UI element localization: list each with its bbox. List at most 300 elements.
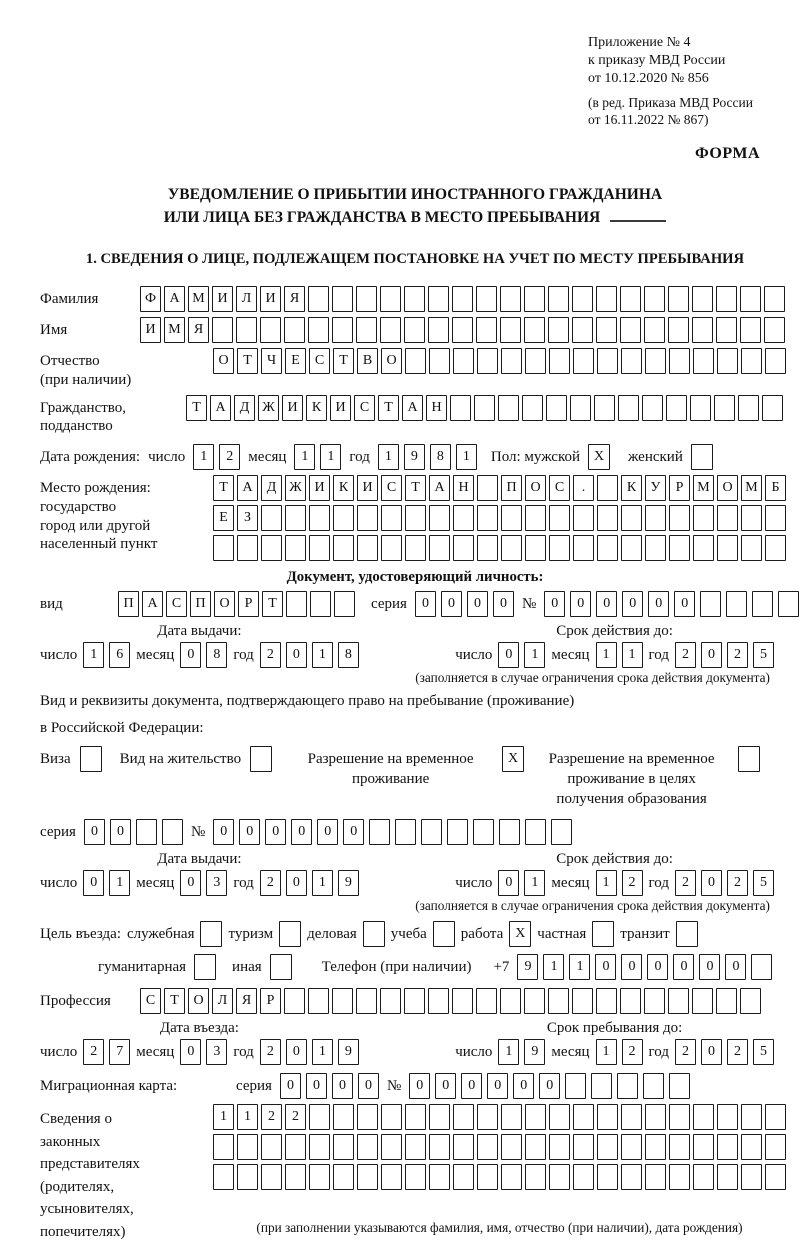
char-cell[interactable]: И (309, 475, 330, 501)
char-cell[interactable] (356, 286, 377, 312)
char-cell[interactable] (429, 348, 450, 374)
char-cell[interactable] (474, 395, 495, 421)
char-cell[interactable]: 1 (378, 444, 399, 470)
char-cell[interactable] (668, 317, 689, 343)
char-cell[interactable] (572, 317, 593, 343)
char-cell[interactable] (717, 1134, 738, 1160)
char-cell[interactable] (643, 1073, 664, 1099)
char-cell[interactable] (716, 988, 737, 1014)
char-cell[interactable]: 1 (312, 870, 333, 896)
char-cell[interactable] (333, 1164, 354, 1190)
char-cell[interactable]: Т (262, 591, 283, 617)
char-cell[interactable] (260, 317, 281, 343)
char-cell[interactable]: 1 (524, 870, 545, 896)
char-cell[interactable] (381, 1104, 402, 1130)
char-cell[interactable] (500, 988, 521, 1014)
char-cell[interactable]: 8 (206, 642, 227, 668)
char-cell[interactable]: 0 (622, 591, 643, 617)
char-cell[interactable] (693, 535, 714, 561)
char-cell[interactable]: 0 (332, 1073, 353, 1099)
char-cell[interactable] (369, 819, 390, 845)
char-cell[interactable]: 0 (83, 870, 104, 896)
char-cell[interactable] (676, 921, 698, 947)
char-cell[interactable]: С (354, 395, 375, 421)
char-cell[interactable] (669, 1164, 690, 1190)
char-cell[interactable]: 9 (338, 1039, 359, 1065)
char-cell[interactable] (764, 317, 785, 343)
char-cell[interactable]: А (237, 475, 258, 501)
char-cell[interactable] (549, 505, 570, 531)
char-cell[interactable] (644, 988, 665, 1014)
char-cell[interactable]: 0 (596, 591, 617, 617)
char-cell[interactable] (525, 1164, 546, 1190)
char-cell[interactable] (357, 1164, 378, 1190)
char-cell[interactable] (621, 348, 642, 374)
char-cell[interactable] (477, 475, 498, 501)
char-cell[interactable] (429, 535, 450, 561)
char-cell[interactable] (778, 591, 799, 617)
char-cell[interactable] (620, 317, 641, 343)
char-cell[interactable] (693, 348, 714, 374)
char-cell[interactable] (621, 1104, 642, 1130)
char-cell[interactable] (284, 317, 305, 343)
char-cell[interactable] (357, 1104, 378, 1130)
char-cell[interactable] (404, 286, 425, 312)
char-cell[interactable] (693, 1134, 714, 1160)
char-cell[interactable]: 3 (206, 870, 227, 896)
char-cell[interactable] (596, 317, 617, 343)
char-cell[interactable] (548, 988, 569, 1014)
char-cell[interactable] (381, 535, 402, 561)
char-cell[interactable]: X (502, 746, 524, 772)
char-cell[interactable] (573, 348, 594, 374)
char-cell[interactable]: И (330, 395, 351, 421)
char-cell[interactable] (395, 819, 416, 845)
char-cell[interactable] (621, 505, 642, 531)
char-cell[interactable] (333, 505, 354, 531)
char-cell[interactable] (645, 1134, 666, 1160)
char-cell[interactable] (213, 1164, 234, 1190)
char-cell[interactable] (765, 505, 786, 531)
char-cell[interactable] (741, 1134, 762, 1160)
char-cell[interactable] (405, 505, 426, 531)
char-cell[interactable]: Я (284, 286, 305, 312)
char-cell[interactable]: Л (236, 286, 257, 312)
char-cell[interactable]: Т (186, 395, 207, 421)
char-cell[interactable]: 0 (647, 954, 668, 980)
char-cell[interactable]: 1 (456, 444, 477, 470)
char-cell[interactable] (162, 819, 183, 845)
char-cell[interactable]: Н (426, 395, 447, 421)
char-cell[interactable] (741, 1104, 762, 1130)
char-cell[interactable] (691, 444, 713, 470)
char-cell[interactable] (332, 317, 353, 343)
char-cell[interactable]: 6 (109, 642, 130, 668)
char-cell[interactable]: 0 (280, 1073, 301, 1099)
char-cell[interactable]: П (501, 475, 522, 501)
char-cell[interactable]: 2 (260, 1039, 281, 1065)
char-cell[interactable]: 0 (467, 591, 488, 617)
char-cell[interactable] (700, 591, 721, 617)
char-cell[interactable]: 0 (513, 1073, 534, 1099)
char-cell[interactable]: 0 (701, 642, 722, 668)
char-cell[interactable] (450, 395, 471, 421)
char-cell[interactable]: 1 (83, 642, 104, 668)
char-cell[interactable] (752, 591, 773, 617)
char-cell[interactable] (596, 988, 617, 1014)
char-cell[interactable] (309, 1134, 330, 1160)
char-cell[interactable] (565, 1073, 586, 1099)
char-cell[interactable] (501, 535, 522, 561)
char-cell[interactable]: Т (164, 988, 185, 1014)
char-cell[interactable] (500, 286, 521, 312)
char-cell[interactable]: К (306, 395, 327, 421)
char-cell[interactable]: Ж (285, 475, 306, 501)
char-cell[interactable] (237, 1164, 258, 1190)
char-cell[interactable] (477, 1104, 498, 1130)
char-cell[interactable]: 0 (343, 819, 364, 845)
char-cell[interactable]: М (693, 475, 714, 501)
char-cell[interactable] (333, 1104, 354, 1130)
char-cell[interactable]: 5 (753, 642, 774, 668)
char-cell[interactable] (476, 988, 497, 1014)
char-cell[interactable] (447, 819, 468, 845)
char-cell[interactable]: Д (261, 475, 282, 501)
char-cell[interactable] (597, 505, 618, 531)
char-cell[interactable]: А (429, 475, 450, 501)
char-cell[interactable] (591, 1073, 612, 1099)
char-cell[interactable] (621, 1134, 642, 1160)
char-cell[interactable] (428, 988, 449, 1014)
char-cell[interactable] (597, 475, 618, 501)
char-cell[interactable] (279, 921, 301, 947)
char-cell[interactable]: А (142, 591, 163, 617)
char-cell[interactable] (356, 317, 377, 343)
char-cell[interactable] (642, 395, 663, 421)
char-cell[interactable] (270, 954, 292, 980)
char-cell[interactable]: 2 (727, 642, 748, 668)
char-cell[interactable] (525, 348, 546, 374)
char-cell[interactable] (477, 1134, 498, 1160)
char-cell[interactable] (717, 348, 738, 374)
char-cell[interactable]: 0 (673, 954, 694, 980)
char-cell[interactable]: О (213, 348, 234, 374)
char-cell[interactable]: 9 (338, 870, 359, 896)
char-cell[interactable] (310, 591, 331, 617)
char-cell[interactable]: Д (234, 395, 255, 421)
char-cell[interactable] (714, 395, 735, 421)
char-cell[interactable] (237, 535, 258, 561)
char-cell[interactable]: Р (238, 591, 259, 617)
char-cell[interactable]: 1 (294, 444, 315, 470)
char-cell[interactable]: М (164, 317, 185, 343)
char-cell[interactable]: З (237, 505, 258, 531)
char-cell[interactable]: 0 (265, 819, 286, 845)
char-cell[interactable] (453, 1134, 474, 1160)
char-cell[interactable] (549, 1134, 570, 1160)
char-cell[interactable]: Т (333, 348, 354, 374)
char-cell[interactable]: Е (285, 348, 306, 374)
char-cell[interactable] (751, 954, 772, 980)
char-cell[interactable]: И (357, 475, 378, 501)
char-cell[interactable] (765, 1104, 786, 1130)
char-cell[interactable]: 2 (260, 870, 281, 896)
char-cell[interactable] (381, 1134, 402, 1160)
char-cell[interactable] (717, 1104, 738, 1130)
char-cell[interactable] (332, 988, 353, 1014)
char-cell[interactable]: С (381, 475, 402, 501)
char-cell[interactable] (621, 535, 642, 561)
char-cell[interactable] (363, 921, 385, 947)
char-cell[interactable]: 0 (180, 1039, 201, 1065)
char-cell[interactable]: 0 (409, 1073, 430, 1099)
char-cell[interactable] (666, 395, 687, 421)
char-cell[interactable]: 1 (569, 954, 590, 980)
char-cell[interactable]: . (573, 475, 594, 501)
char-cell[interactable] (644, 317, 665, 343)
char-cell[interactable] (285, 1134, 306, 1160)
char-cell[interactable] (620, 988, 641, 1014)
char-cell[interactable] (404, 317, 425, 343)
char-cell[interactable]: 0 (544, 591, 565, 617)
char-cell[interactable]: 8 (338, 642, 359, 668)
char-cell[interactable] (592, 921, 614, 947)
char-cell[interactable]: 0 (699, 954, 720, 980)
char-cell[interactable] (596, 286, 617, 312)
char-cell[interactable] (404, 988, 425, 1014)
char-cell[interactable] (669, 1104, 690, 1130)
char-cell[interactable] (525, 1104, 546, 1130)
char-cell[interactable]: 0 (701, 1039, 722, 1065)
char-cell[interactable] (429, 505, 450, 531)
char-cell[interactable] (309, 535, 330, 561)
char-cell[interactable]: 0 (621, 954, 642, 980)
char-cell[interactable]: X (588, 444, 610, 470)
char-cell[interactable] (765, 535, 786, 561)
char-cell[interactable]: 2 (219, 444, 240, 470)
char-cell[interactable] (570, 395, 591, 421)
char-cell[interactable]: Е (213, 505, 234, 531)
char-cell[interactable] (522, 395, 543, 421)
char-cell[interactable] (525, 1134, 546, 1160)
char-cell[interactable] (716, 286, 737, 312)
char-cell[interactable] (473, 819, 494, 845)
char-cell[interactable] (453, 1164, 474, 1190)
char-cell[interactable] (285, 505, 306, 531)
char-cell[interactable]: 0 (286, 1039, 307, 1065)
char-cell[interactable]: 1 (193, 444, 214, 470)
char-cell[interactable]: 0 (498, 642, 519, 668)
char-cell[interactable]: М (188, 286, 209, 312)
char-cell[interactable] (645, 505, 666, 531)
char-cell[interactable]: К (333, 475, 354, 501)
char-cell[interactable]: 1 (237, 1104, 258, 1130)
char-cell[interactable] (551, 819, 572, 845)
char-cell[interactable] (524, 317, 545, 343)
char-cell[interactable] (645, 1104, 666, 1130)
char-cell[interactable] (236, 317, 257, 343)
char-cell[interactable] (668, 988, 689, 1014)
char-cell[interactable]: 1 (320, 444, 341, 470)
char-cell[interactable] (452, 317, 473, 343)
char-cell[interactable]: 0 (487, 1073, 508, 1099)
char-cell[interactable] (549, 1164, 570, 1190)
char-cell[interactable] (405, 535, 426, 561)
char-cell[interactable] (573, 535, 594, 561)
char-cell[interactable] (765, 348, 786, 374)
char-cell[interactable] (549, 535, 570, 561)
char-cell[interactable]: 1 (498, 1039, 519, 1065)
char-cell[interactable] (668, 286, 689, 312)
char-cell[interactable] (333, 1134, 354, 1160)
char-cell[interactable]: 0 (110, 819, 131, 845)
char-cell[interactable]: О (381, 348, 402, 374)
char-cell[interactable] (597, 1134, 618, 1160)
char-cell[interactable] (80, 746, 102, 772)
char-cell[interactable]: Т (237, 348, 258, 374)
char-cell[interactable]: 0 (306, 1073, 327, 1099)
char-cell[interactable] (693, 1164, 714, 1190)
char-cell[interactable] (453, 1104, 474, 1130)
char-cell[interactable] (332, 286, 353, 312)
char-cell[interactable]: С (309, 348, 330, 374)
char-cell[interactable]: П (118, 591, 139, 617)
char-cell[interactable]: А (164, 286, 185, 312)
char-cell[interactable] (237, 1134, 258, 1160)
char-cell[interactable] (477, 535, 498, 561)
char-cell[interactable]: 1 (312, 642, 333, 668)
char-cell[interactable] (741, 348, 762, 374)
char-cell[interactable] (645, 535, 666, 561)
char-cell[interactable]: Т (378, 395, 399, 421)
char-cell[interactable] (476, 317, 497, 343)
char-cell[interactable]: К (621, 475, 642, 501)
char-cell[interactable] (357, 505, 378, 531)
char-cell[interactable]: 0 (317, 819, 338, 845)
char-cell[interactable] (452, 988, 473, 1014)
char-cell[interactable]: 0 (180, 642, 201, 668)
char-cell[interactable] (717, 535, 738, 561)
char-cell[interactable] (524, 286, 545, 312)
char-cell[interactable]: Т (213, 475, 234, 501)
char-cell[interactable] (572, 988, 593, 1014)
char-cell[interactable] (501, 505, 522, 531)
char-cell[interactable] (261, 1134, 282, 1160)
char-cell[interactable] (284, 988, 305, 1014)
char-cell[interactable]: 0 (674, 591, 695, 617)
char-cell[interactable] (740, 988, 761, 1014)
char-cell[interactable]: С (140, 988, 161, 1014)
char-cell[interactable]: 3 (206, 1039, 227, 1065)
char-cell[interactable] (405, 1164, 426, 1190)
char-cell[interactable] (693, 1104, 714, 1130)
char-cell[interactable]: С (549, 475, 570, 501)
char-cell[interactable] (261, 535, 282, 561)
char-cell[interactable] (261, 1164, 282, 1190)
char-cell[interactable]: 2 (675, 870, 696, 896)
char-cell[interactable] (429, 1104, 450, 1130)
char-cell[interactable]: 1 (109, 870, 130, 896)
char-cell[interactable] (381, 1164, 402, 1190)
char-cell[interactable] (573, 1134, 594, 1160)
char-cell[interactable] (500, 317, 521, 343)
char-cell[interactable] (429, 1164, 450, 1190)
char-cell[interactable] (618, 395, 639, 421)
char-cell[interactable]: У (645, 475, 666, 501)
char-cell[interactable] (333, 535, 354, 561)
char-cell[interactable] (690, 395, 711, 421)
char-cell[interactable] (308, 988, 329, 1014)
char-cell[interactable] (524, 988, 545, 1014)
char-cell[interactable] (692, 988, 713, 1014)
char-cell[interactable]: И (212, 286, 233, 312)
char-cell[interactable] (452, 286, 473, 312)
char-cell[interactable] (548, 286, 569, 312)
char-cell[interactable] (453, 348, 474, 374)
char-cell[interactable] (741, 1164, 762, 1190)
char-cell[interactable] (477, 1164, 498, 1190)
char-cell[interactable]: А (210, 395, 231, 421)
char-cell[interactable] (669, 348, 690, 374)
char-cell[interactable] (285, 535, 306, 561)
char-cell[interactable] (740, 317, 761, 343)
char-cell[interactable] (334, 591, 355, 617)
char-cell[interactable] (669, 535, 690, 561)
char-cell[interactable] (726, 591, 747, 617)
char-cell[interactable]: 2 (260, 642, 281, 668)
char-cell[interactable] (213, 1134, 234, 1160)
char-cell[interactable] (357, 535, 378, 561)
char-cell[interactable] (428, 317, 449, 343)
char-cell[interactable] (716, 317, 737, 343)
char-cell[interactable] (741, 505, 762, 531)
char-cell[interactable]: 0 (435, 1073, 456, 1099)
char-cell[interactable]: В (357, 348, 378, 374)
char-cell[interactable]: И (140, 317, 161, 343)
char-cell[interactable]: 1 (213, 1104, 234, 1130)
char-cell[interactable]: И (282, 395, 303, 421)
char-cell[interactable] (738, 746, 760, 772)
char-cell[interactable] (594, 395, 615, 421)
char-cell[interactable]: А (402, 395, 423, 421)
char-cell[interactable]: 0 (286, 642, 307, 668)
char-cell[interactable]: 0 (441, 591, 462, 617)
char-cell[interactable] (286, 591, 307, 617)
char-cell[interactable]: П (190, 591, 211, 617)
char-cell[interactable] (620, 286, 641, 312)
char-cell[interactable]: 2 (261, 1104, 282, 1130)
char-cell[interactable] (308, 317, 329, 343)
char-cell[interactable] (548, 317, 569, 343)
char-cell[interactable]: О (525, 475, 546, 501)
char-cell[interactable]: 9 (404, 444, 425, 470)
char-cell[interactable]: 8 (430, 444, 451, 470)
char-cell[interactable]: 0 (701, 870, 722, 896)
char-cell[interactable] (261, 505, 282, 531)
char-cell[interactable] (405, 348, 426, 374)
char-cell[interactable]: Ж (258, 395, 279, 421)
char-cell[interactable]: 0 (239, 819, 260, 845)
char-cell[interactable] (644, 286, 665, 312)
char-cell[interactable]: 0 (595, 954, 616, 980)
char-cell[interactable] (433, 921, 455, 947)
char-cell[interactable] (477, 348, 498, 374)
char-cell[interactable] (501, 1134, 522, 1160)
char-cell[interactable]: 1 (596, 1039, 617, 1065)
char-cell[interactable]: О (717, 475, 738, 501)
char-cell[interactable]: Ф (140, 286, 161, 312)
char-cell[interactable]: Н (453, 475, 474, 501)
